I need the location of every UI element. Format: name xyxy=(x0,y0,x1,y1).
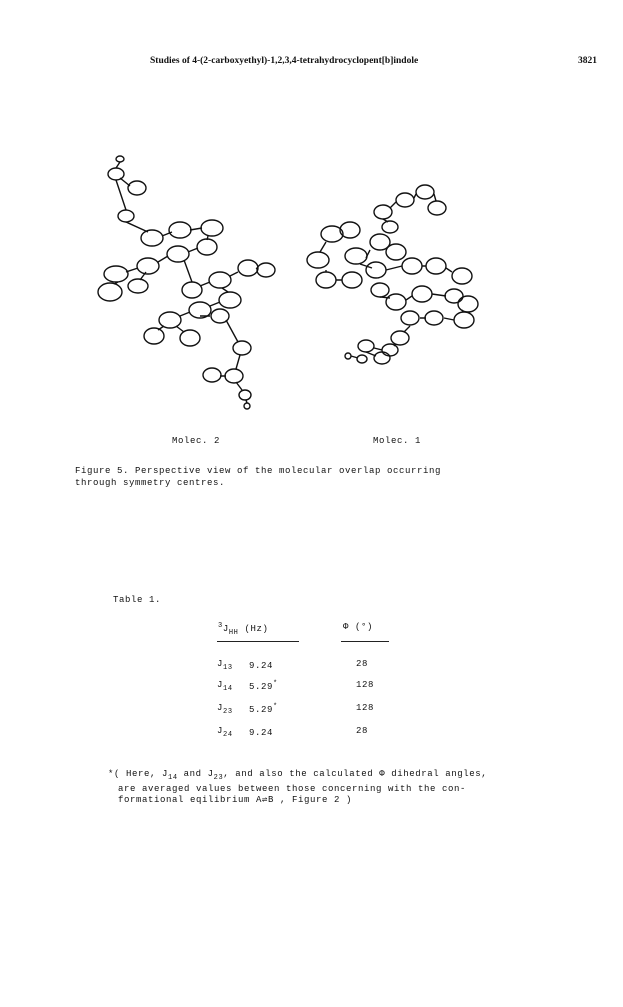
table-label: Table 1. xyxy=(113,595,162,605)
figure-label-molecule-1: Molec. 1 xyxy=(373,436,422,446)
running-header-title: Studies of 4-(2-carboxyethyl)-1,2,3,4-tetrahydrocyclopent[b]indole xyxy=(150,56,419,66)
footnote-line-3: formational eqilibrium A⇌B , Figure 2 ) xyxy=(118,794,353,805)
molecule-2-drawing xyxy=(98,156,275,409)
figure-label-molecule-2: Molec. 2 xyxy=(172,436,221,446)
footnote-line-1: *( Here, $J_{14}$ and $J_{23}$, and also the calculated Φ dihedral angles, xyxy=(108,769,488,782)
table-header-rule-left xyxy=(217,641,299,642)
table-column-header-coupling: $^3J_{HH}$ (Hz) xyxy=(218,622,269,637)
table-row: $J_{24}$ 9.24 28 xyxy=(217,726,369,739)
molecule-1-drawing xyxy=(307,185,478,364)
table-footnote xyxy=(108,769,568,806)
table-header-rule-right xyxy=(341,641,389,642)
table-row: $J_{23}$ 5.29* 128 xyxy=(217,703,375,716)
table-row: $J_{14}$ 5.29* 128 xyxy=(217,680,375,693)
molecular-overlap-figure xyxy=(80,150,520,420)
footnote-line-2: are averaged values between those concerning with the con- xyxy=(118,783,467,794)
figure-caption-line-1: Figure 5. Perspective view of the molecular overlap occurring xyxy=(75,466,442,476)
figure-caption xyxy=(75,465,545,489)
table-column-header-dihedral: Φ (°) xyxy=(343,622,374,632)
page-number: 3821 xyxy=(578,56,597,66)
figure-caption-line-2: through symmetry centres. xyxy=(75,478,226,488)
table-row: $J_{13}$ 9.24 28 xyxy=(217,659,369,672)
